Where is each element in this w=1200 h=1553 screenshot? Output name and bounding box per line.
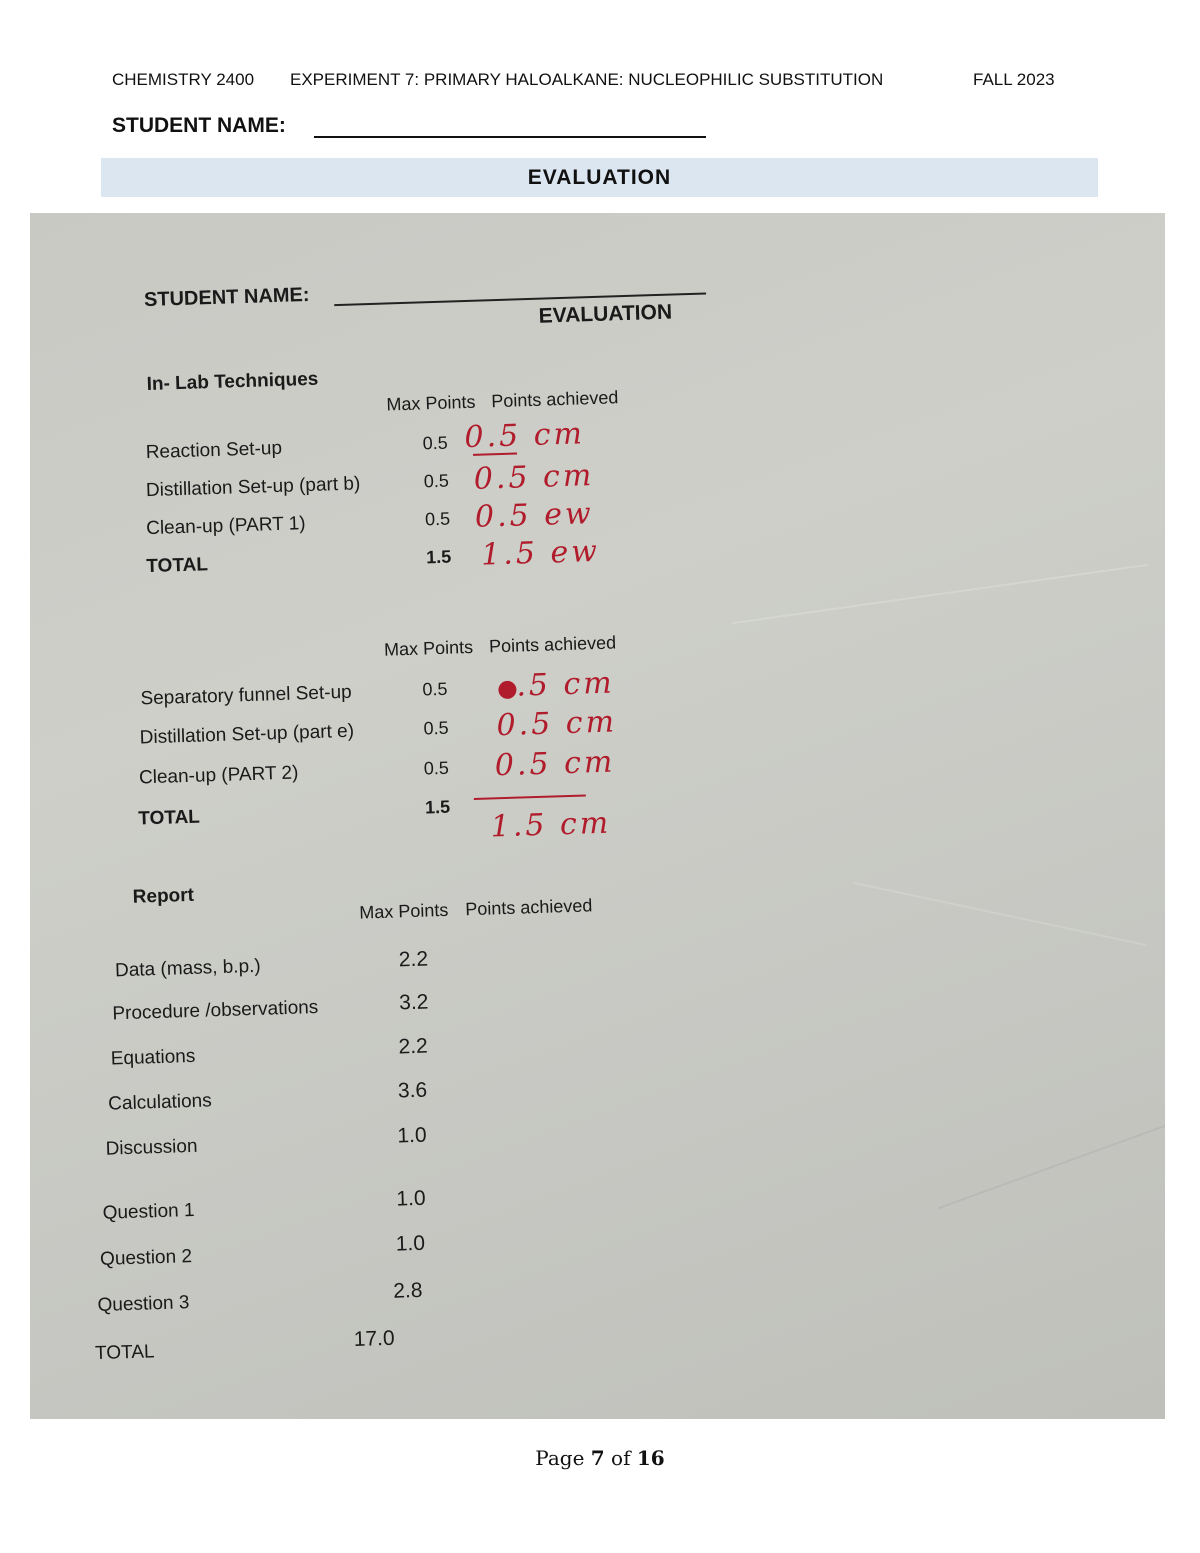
term-label: FALL 2023 (973, 70, 1055, 89)
evaluation-photo (30, 213, 1165, 1419)
part2-col-max: Max Points (383, 636, 474, 660)
report-col-achieved: Points achieved (464, 895, 593, 920)
in-lab-total-achieved: 1.5 ew (480, 533, 601, 573)
experiment-title: EXPERIMENT 7: PRIMARY HALOALKANE: NUCLEOPHILIC SUBSTITUTION (290, 70, 884, 89)
ink-blot (498, 681, 517, 700)
page-total: 16 (636, 1446, 665, 1470)
report-row-label: Calculations (107, 1090, 213, 1115)
photo-sheet (30, 213, 1165, 1419)
in-lab-total-max: 1.5 (425, 546, 452, 568)
report-section-title: Report (132, 884, 195, 908)
part2-col-achieved: Points achieved (488, 632, 617, 657)
report-row-label: Question 1 (102, 1199, 195, 1224)
evaluation-title: EVALUATION (527, 165, 672, 189)
in-lab-section-title: In- Lab Techniques (146, 368, 319, 396)
in-lab-row-label: Clean-up (PART 1) (145, 513, 306, 540)
handwritten-sum-line (474, 794, 586, 800)
part2-total-label: TOTAL (137, 806, 201, 830)
report-row-max: 3.6 (397, 1078, 428, 1103)
part2-row-label: Clean-up (PART 2) (138, 762, 299, 789)
part2-row-max: 0.5 (423, 717, 449, 739)
page-of: of (611, 1446, 631, 1470)
course-title: CHEMISTRY 2400 (112, 70, 255, 89)
part2-total-max: 1.5 (424, 796, 451, 818)
part2-row-max: 0.5 (422, 678, 448, 700)
in-lab-total-label: TOTAL (146, 554, 209, 578)
part2-row-max: 0.5 (423, 757, 450, 779)
in-lab-col-achieved: Points achieved (491, 387, 619, 412)
in-lab-row-achieved: 0.5 cm (463, 416, 586, 456)
report-row-label: Question 2 (99, 1246, 193, 1270)
report-row-label: Question 3 (97, 1292, 190, 1317)
in-lab-col-max: Max Points (386, 391, 476, 415)
part2-row-label: Separatory funnel Set-up (140, 681, 353, 710)
in-lab-row-achieved: 0.5 cm (473, 458, 595, 497)
report-col-max: Max Points (359, 899, 449, 923)
in-lab-row-achieved: 0.5 ew (474, 496, 595, 535)
student-name-label: STUDENT NAME: (112, 114, 286, 137)
photo-student-name-label: STUDENT NAME: (143, 283, 310, 312)
report-row-max: 1.0 (397, 1123, 427, 1148)
part2-row-achieved: 0.5 cm (494, 744, 616, 784)
page-current: 7 (590, 1446, 605, 1470)
photo-evaluation-title: EVALUATION (538, 300, 673, 328)
in-lab-row-max: 0.5 (423, 470, 450, 492)
part2-row-achieved: .5 cm (515, 665, 616, 704)
report-row-max: 1.0 (395, 1231, 426, 1256)
part2-total-achieved: 1.5 cm (490, 805, 612, 845)
report-row-max: 2.2 (398, 947, 429, 972)
in-lab-row-label: Reaction Set-up (145, 437, 283, 464)
in-lab-row-max: 0.5 (424, 508, 451, 530)
handwritten-overline (473, 452, 517, 455)
page-number (0, 1446, 1200, 1470)
in-lab-row-max: 0.5 (422, 432, 448, 454)
in-lab-row-label: Distillation Set-up (part b) (145, 473, 361, 502)
report-row-max: 3.2 (398, 990, 429, 1015)
report-row-max: 1.0 (396, 1186, 426, 1211)
part2-row-achieved: 0.5 cm (496, 704, 618, 744)
student-name-line (314, 136, 706, 138)
part2-row-label: Distillation Set-up (part e) (139, 720, 355, 749)
report-row-max: 2.8 (392, 1278, 423, 1303)
page-prefix: Page (535, 1446, 585, 1470)
report-row-label: Data (mass, b.p.) (114, 955, 262, 982)
report-row-label: Equations (110, 1045, 196, 1070)
report-total-max: 17.0 (353, 1326, 395, 1352)
report-row-label: Discussion (105, 1135, 198, 1160)
report-row-max: 2.2 (398, 1034, 429, 1059)
report-total-label: TOTAL (94, 1341, 155, 1365)
report-row-label: Procedure /observations (112, 996, 319, 1025)
evaluation-banner (101, 158, 1098, 197)
